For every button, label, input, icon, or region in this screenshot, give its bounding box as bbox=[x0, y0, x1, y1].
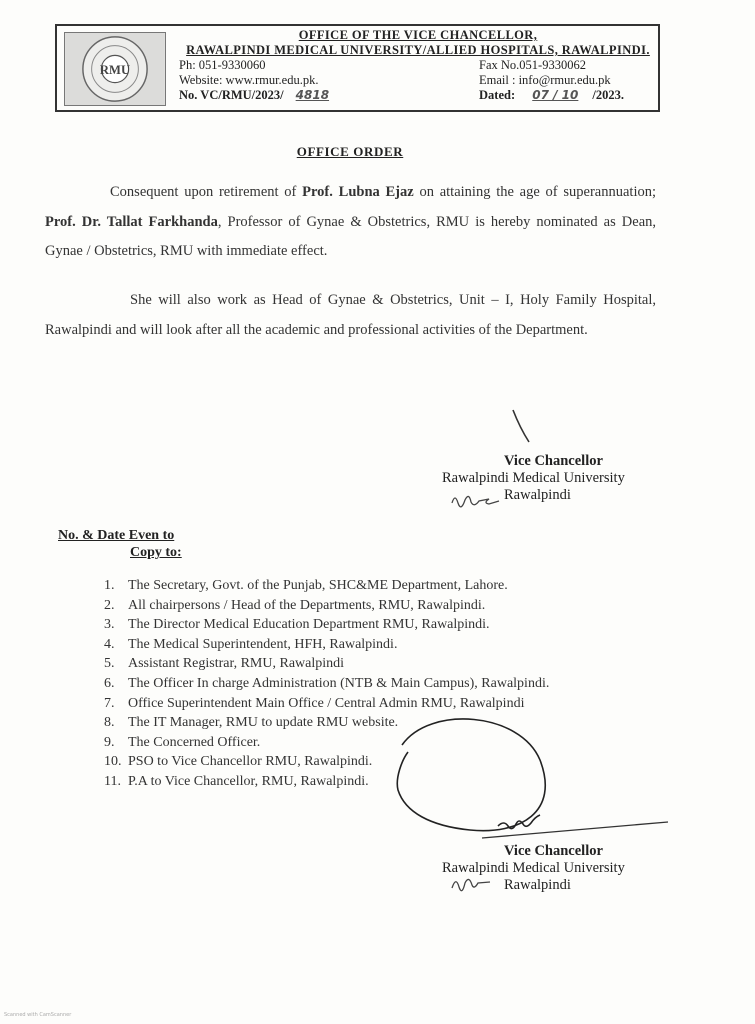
letterhead-text bbox=[179, 28, 657, 103]
dated-field: Dated: 07 / 10 /2023. bbox=[479, 88, 624, 102]
signature-block-2 bbox=[442, 843, 625, 894]
list-item: 1. The Secretary, Govt. of the Punjab, SHC&ME Department, Lahore. bbox=[104, 578, 508, 593]
website: Website: www.rmur.edu.pk. bbox=[179, 73, 319, 87]
copy-label: Copy to: bbox=[130, 545, 182, 560]
list-item: 2. All chairpersons / Head of the Departments, RMU, Rawalpindi. bbox=[104, 597, 486, 613]
email: Email : info@rmur.edu.pk bbox=[479, 73, 611, 87]
signatory-city: Rawalpindi bbox=[504, 487, 571, 503]
signatory-city: Rawalpindi bbox=[504, 877, 571, 893]
office-title: OFFICE OF THE VICE CHANCELLOR, bbox=[298, 28, 538, 42]
signature-stroke-icon bbox=[513, 410, 529, 442]
phone-number: Ph: 051-9330060 bbox=[179, 58, 266, 72]
signature-underline-icon bbox=[482, 822, 668, 838]
signatory-title: Vice Chancellor bbox=[504, 453, 603, 469]
svg-text:RMU: RMU bbox=[99, 62, 131, 77]
list-item: 7. Office Superintendent Main Office / Central Admin RMU, Rawalpindi bbox=[104, 695, 525, 711]
reference-number: No. VC/RMU/2023/ 4818 bbox=[179, 88, 341, 103]
fax-number: Fax No.051-9330062 bbox=[479, 58, 586, 72]
list-item: 8. The IT Manager, RMU to update RMU website. bbox=[104, 715, 399, 731]
handwritten-date: 07 / 10 bbox=[532, 88, 579, 102]
signatory-university: Rawalpindi Medical University bbox=[442, 860, 625, 876]
signature-block-1 bbox=[442, 453, 625, 504]
copy-recipient-list bbox=[104, 576, 549, 792]
order-paragraph-1: Consequent upon retirement of Prof. Lubna Ejaz on attaining the age of superannuation; Prof. Dr. Tallat Farkhanda, Professor of Gynae & Obstetrics, RMU is hereby nominated as Dean, Gynae / Obstetrics, RMU with immediate effect. bbox=[45, 184, 656, 259]
list-item: 4. The Medical Superintendent, HFH, Rawalpindi. bbox=[104, 636, 398, 652]
retiring-professor-name: Prof. Lubna Ejaz bbox=[302, 184, 414, 200]
university-logo bbox=[64, 32, 166, 106]
list-item: 3. The Director Medical Education Department RMU, Rawalpindi. bbox=[104, 617, 490, 633]
handwritten-ref-number: 4818 bbox=[295, 88, 330, 102]
list-item: 6. The Officer In charge Administration (NTB & Main Campus), Rawalpindi. bbox=[104, 675, 550, 691]
signature-scribble-icon bbox=[498, 815, 540, 829]
signatory-university: Rawalpindi Medical University bbox=[442, 470, 625, 486]
signatory-title: Vice Chancellor bbox=[504, 843, 603, 859]
list-item: 9. The Concerned Officer. bbox=[104, 734, 261, 750]
university-seal-icon bbox=[65, 33, 165, 105]
university-name: RAWALPINDI MEDICAL UNIVERSITY/ALLIED HOSPITALS, RAWALPINDI. bbox=[186, 43, 650, 57]
list-item: 11. P.A to Vice Chancellor, RMU, Rawalpindi. bbox=[104, 773, 369, 789]
scanner-watermark: Scanned with CamScanner bbox=[4, 1012, 72, 1018]
nominated-professor-name: Prof. Dr. Tallat Farkhanda bbox=[45, 213, 218, 230]
letterhead bbox=[55, 24, 660, 112]
copy-to-heading bbox=[58, 527, 182, 561]
order-paragraph-2: She will also work as Head of Gynae & Obstetrics, Unit – I, Holy Family Hospital, Rawalpindi and will look after all the academic and professional activities of the Department. bbox=[45, 292, 656, 338]
document-title: OFFICE ORDER bbox=[296, 144, 404, 159]
even-label: No. & Date Even to bbox=[58, 528, 175, 543]
list-item: 5. Assistant Registrar, RMU, Rawalpindi bbox=[104, 656, 345, 672]
list-item: 10. PSO to Vice Chancellor RMU, Rawalpindi. bbox=[104, 754, 373, 770]
